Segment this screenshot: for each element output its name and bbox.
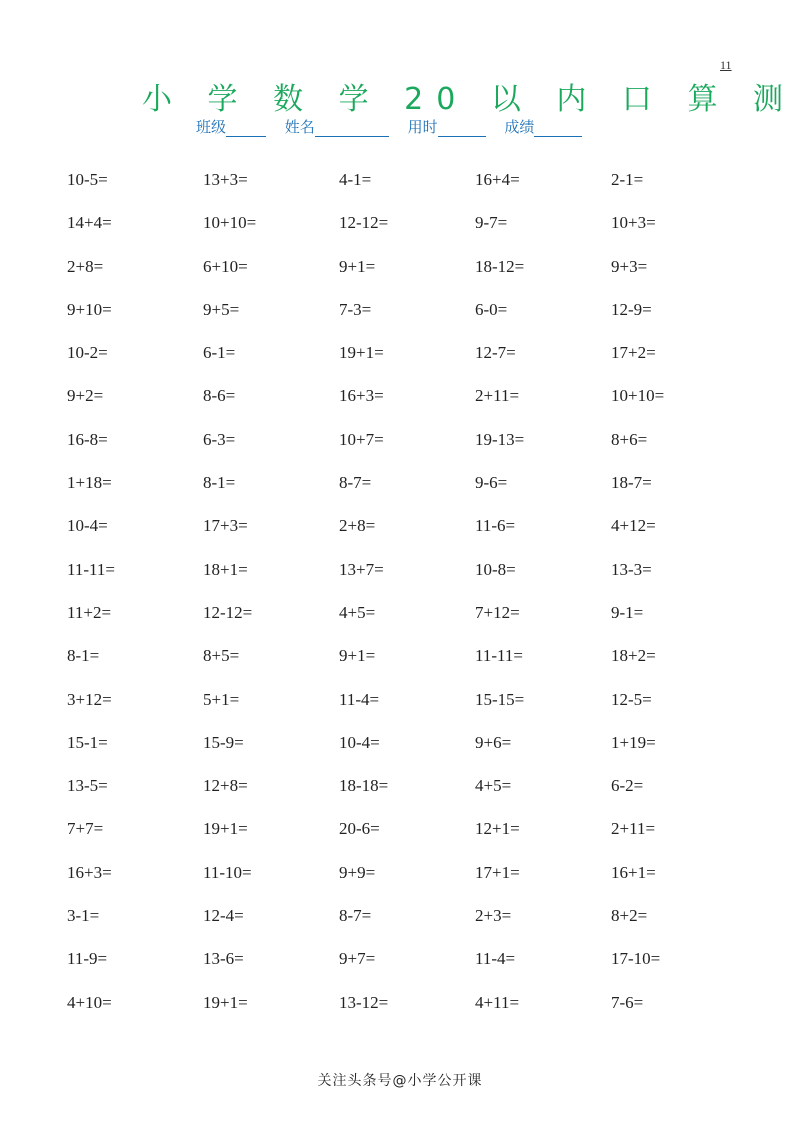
problem-item: 8+6=	[611, 429, 648, 449]
page-title: 小 学 数 学 20 以 内 口 算 测	[142, 82, 796, 117]
problem-item: 7+7=	[67, 819, 104, 839]
problem-item: 12+1=	[475, 819, 520, 839]
problem-item: 2+8=	[339, 516, 376, 536]
problem-item: 15-9=	[203, 732, 244, 752]
problem-item: 9+3=	[611, 256, 648, 276]
problem-item: 9+5=	[203, 299, 240, 319]
class-field	[196, 116, 266, 137]
problem-item: 16+3=	[339, 386, 384, 406]
problem-item: 11-11=	[475, 646, 523, 666]
footer-credit: 关注头条号@小学公开课	[317, 1073, 483, 1089]
problem-item: 10-4=	[339, 732, 380, 752]
problem-item: 18-12=	[475, 256, 525, 276]
problem-item: 8+5=	[203, 646, 240, 666]
time-field	[408, 116, 486, 137]
problem-item: 18+1=	[203, 559, 248, 579]
problem-item: 5+1=	[203, 689, 240, 709]
problem-item: 8-1=	[67, 646, 100, 666]
problem-item: 9+2=	[67, 386, 104, 406]
problem-item: 6+10=	[203, 256, 248, 276]
problem-item: 2+11=	[475, 386, 520, 406]
problem-item: 8-1=	[203, 473, 236, 493]
problem-item: 4+10=	[67, 992, 112, 1012]
problem-item: 12-7=	[475, 343, 516, 363]
page-number: 11	[720, 58, 732, 72]
student-info-row	[196, 116, 596, 137]
problem-item: 12+8=	[203, 776, 248, 796]
problem-item: 8+2=	[611, 906, 648, 926]
problem-item: 12-4=	[203, 906, 244, 926]
problem-item: 13-5=	[67, 776, 108, 796]
problem-item: 10-2=	[67, 343, 108, 363]
problem-item: 13-3=	[611, 559, 652, 579]
problem-item: 9-6=	[475, 473, 508, 493]
time-blank	[438, 120, 486, 137]
problem-item: 10-4=	[67, 516, 108, 536]
problem-item: 9+7=	[339, 949, 376, 969]
problem-item: 1+18=	[67, 473, 112, 493]
score-label: 成绩	[504, 118, 535, 136]
problem-item: 8-6=	[203, 386, 236, 406]
problem-item: 19+1=	[203, 992, 248, 1012]
problem-item: 10+10=	[611, 386, 665, 406]
problem-item: 18+2=	[611, 646, 656, 666]
problem-item: 13+7=	[339, 559, 384, 579]
problem-item: 9+9=	[339, 862, 376, 882]
name-blank	[315, 120, 389, 137]
problem-item: 9+6=	[475, 732, 512, 752]
problem-item: 16+1=	[611, 862, 656, 882]
score-field	[504, 116, 582, 137]
problem-item: 16-8=	[67, 429, 108, 449]
problem-item: 9+10=	[67, 299, 112, 319]
name-label: 姓名	[284, 118, 315, 136]
problem-item: 12-9=	[611, 299, 652, 319]
problem-item: 7+12=	[475, 602, 520, 622]
problem-item: 14+4=	[67, 213, 112, 233]
problem-item: 2-1=	[611, 170, 644, 189]
problem-item: 6-1=	[203, 343, 236, 363]
problem-item: 12-5=	[611, 689, 652, 709]
problem-item: 20-6=	[339, 819, 380, 839]
class-label: 班级	[196, 118, 227, 136]
problem-item: 6-2=	[611, 776, 644, 796]
problem-item: 10-8=	[475, 559, 516, 579]
problem-item: 7-3=	[339, 299, 372, 319]
problem-item: 11-4=	[339, 689, 380, 709]
problem-item: 11-6=	[475, 516, 516, 536]
problem-item: 17+1=	[475, 862, 520, 882]
problem-item: 17+2=	[611, 343, 656, 363]
problem-item: 2+11=	[611, 819, 656, 839]
problem-item: 16+3=	[67, 862, 112, 882]
problem-item: 15-1=	[67, 732, 108, 752]
problem-item: 9-7=	[475, 213, 508, 233]
problem-item: 18-18=	[339, 776, 389, 796]
problem-item: 17-10=	[611, 949, 661, 969]
problem-item: 19+1=	[339, 343, 384, 363]
time-label: 用时	[407, 118, 438, 136]
problem-item: 12-12=	[339, 213, 389, 233]
problem-item: 8-7=	[339, 473, 372, 493]
problem-item: 18-7=	[611, 473, 652, 493]
problem-item: 4+5=	[475, 776, 512, 796]
problem-item: 9+1=	[339, 646, 376, 666]
problem-item: 2+3=	[475, 906, 512, 926]
problem-item: 19-13=	[475, 429, 525, 449]
problem-item: 17+3=	[203, 516, 248, 536]
problem-item: 2+8=	[67, 256, 104, 276]
name-field	[285, 116, 389, 137]
problem-item: 4+12=	[611, 516, 656, 536]
problem-item: 7-6=	[611, 992, 644, 1012]
problem-item: 6-0=	[475, 299, 508, 319]
problem-item: 16+4=	[475, 170, 520, 189]
problem-item: 19+1=	[203, 819, 248, 839]
problem-item: 11-11=	[67, 559, 115, 579]
problem-item: 9-1=	[611, 602, 644, 622]
score-blank	[534, 120, 582, 137]
problem-item: 15-15=	[475, 689, 525, 709]
problem-item: 11+2=	[67, 602, 112, 622]
problem-item: 10-5=	[67, 170, 108, 189]
problem-item: 10+3=	[611, 213, 656, 233]
problem-item: 13-12=	[339, 992, 389, 1012]
problem-item: 4+5=	[339, 602, 376, 622]
problem-item: 3+12=	[67, 689, 112, 709]
problem-item: 4+11=	[475, 992, 520, 1012]
problem-item: 12-12=	[203, 602, 253, 622]
problem-grid	[67, 158, 747, 1024]
class-blank	[226, 120, 266, 137]
problem-item: 6-3=	[203, 429, 236, 449]
problem-item: 8-7=	[339, 906, 372, 926]
problem-item: 11-9=	[67, 949, 108, 969]
problem-item: 3-1=	[67, 906, 100, 926]
problem-item: 13-6=	[203, 949, 244, 969]
problem-item: 10+7=	[339, 429, 384, 449]
problem-item: 10+10=	[203, 213, 257, 233]
problem-item: 9+1=	[339, 256, 376, 276]
problem-item: 13+3=	[203, 170, 248, 189]
problem-item: 11-10=	[203, 862, 252, 882]
problem-item: 1+19=	[611, 732, 656, 752]
problem-item: 11-4=	[475, 949, 516, 969]
problem-item: 4-1=	[339, 170, 372, 189]
